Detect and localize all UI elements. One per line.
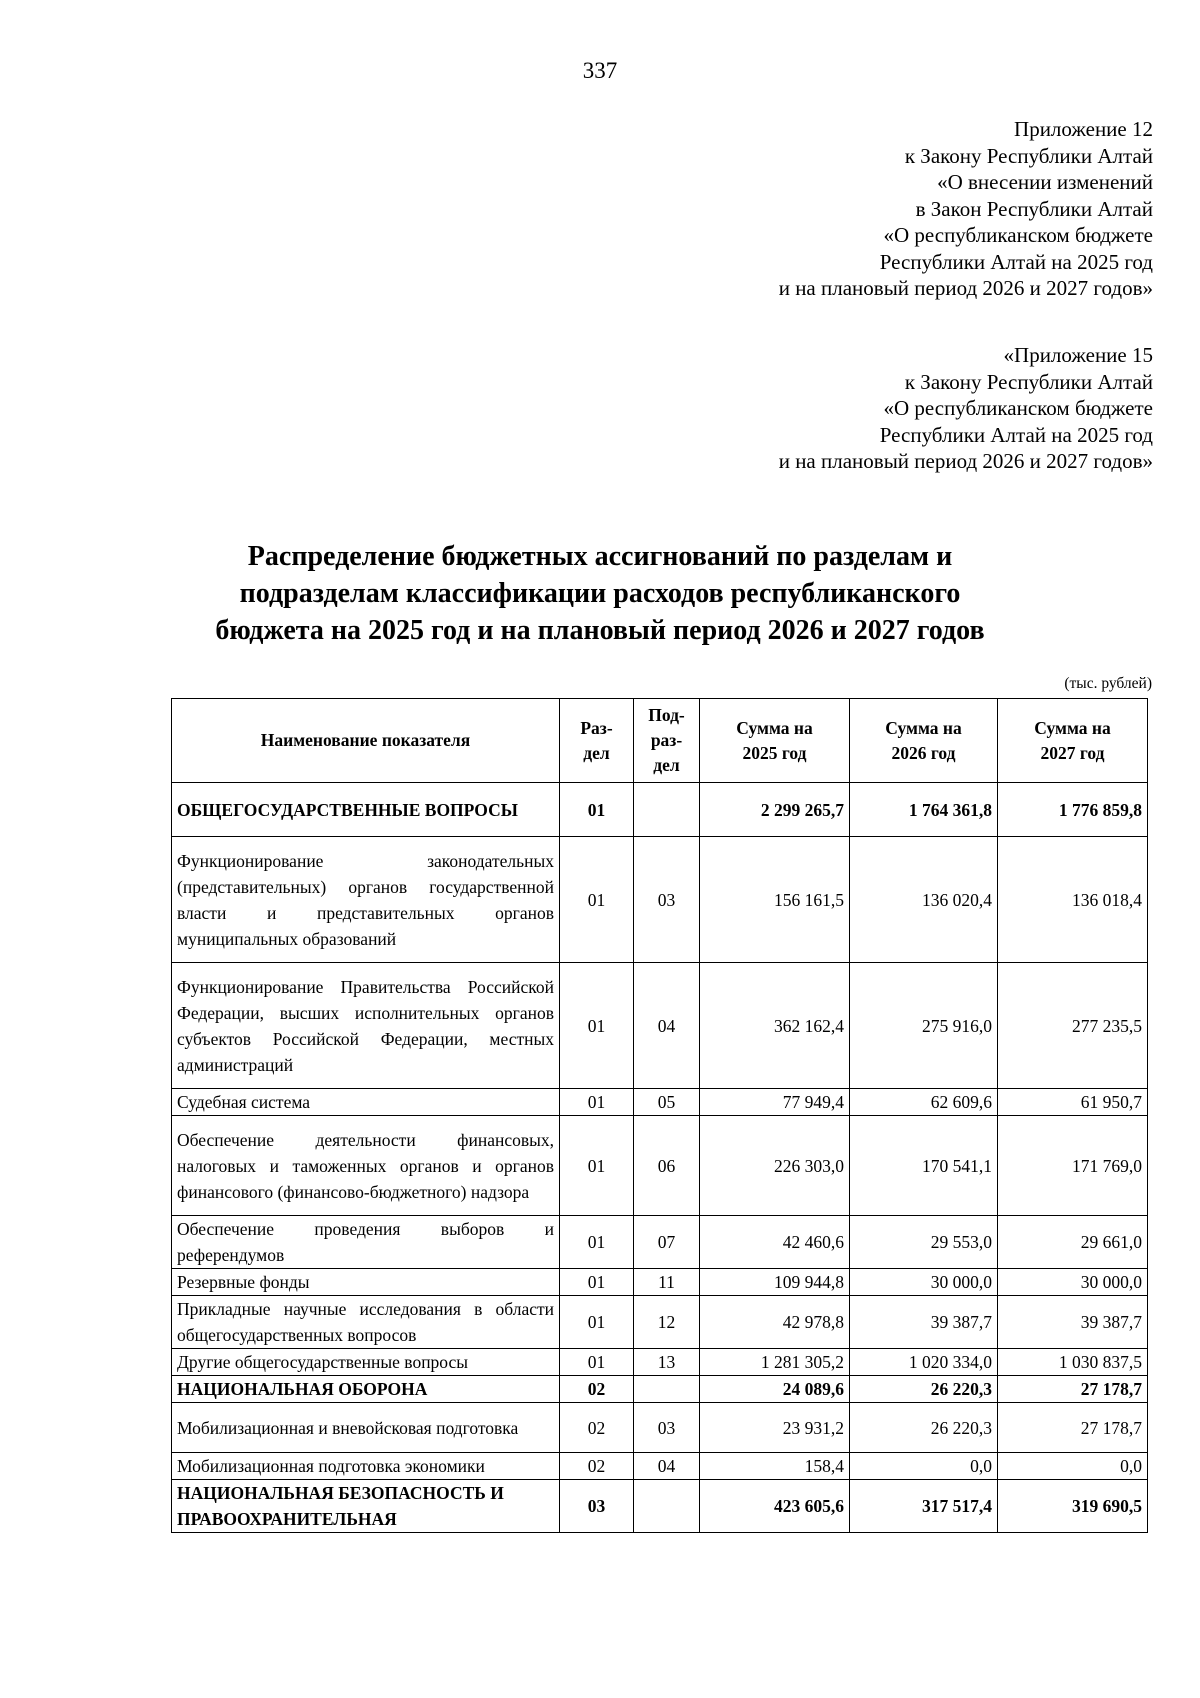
cell-2025: 77 949,4 xyxy=(700,1089,850,1116)
cell-section: 01 xyxy=(560,837,634,963)
cell-2027: 29 661,0 xyxy=(998,1216,1148,1269)
cell-2027: 27 178,7 xyxy=(998,1403,1148,1453)
cell-name: Другие общегосударственные вопросы xyxy=(172,1349,560,1376)
cell-subsection: 04 xyxy=(634,963,700,1089)
header-2026: Сумма на 2026 год xyxy=(850,699,998,783)
appendix-15-line: «О республиканском бюджете xyxy=(883,396,1153,420)
cell-name: Функционирование законодательных (представительных) органов государственной власти и представительных органов муниципальных образований xyxy=(172,837,560,963)
table-section-row xyxy=(172,1376,1148,1403)
table-section-row xyxy=(172,1480,1148,1533)
table-row xyxy=(172,1216,1148,1269)
cell-name: Резервные фонды xyxy=(172,1269,560,1296)
document-title-line: подразделам классификации расходов республиканского xyxy=(239,578,961,609)
cell-2026: 39 387,7 xyxy=(850,1296,998,1349)
unit-note: (тыс. рублей) xyxy=(1064,675,1152,692)
cell-subsection: 05 xyxy=(634,1089,700,1116)
appendix-12-line: «О республиканском бюджете xyxy=(883,223,1153,247)
appendix-15-header xyxy=(779,342,1153,475)
appendix-15-line: и на плановый период 2026 и 2027 годов» xyxy=(778,449,1153,473)
document-title xyxy=(0,538,1200,649)
table-body xyxy=(172,783,1148,1533)
cell-section: 01 xyxy=(560,1296,634,1349)
cell-2026: 62 609,6 xyxy=(850,1089,998,1116)
cell-name: НАЦИОНАЛЬНАЯ ОБОРОНА xyxy=(172,1376,560,1403)
cell-2026: 136 020,4 xyxy=(850,837,998,963)
page-number: 337 xyxy=(582,58,618,83)
cell-subsection: 06 xyxy=(634,1116,700,1216)
header-section: Раз- дел xyxy=(560,699,634,783)
cell-2026: 30 000,0 xyxy=(850,1269,998,1296)
cell-2027: 61 950,7 xyxy=(998,1089,1148,1116)
cell-2027: 27 178,7 xyxy=(998,1376,1148,1403)
table-row xyxy=(172,1089,1148,1116)
table-header-row xyxy=(172,699,1148,783)
cell-name: НАЦИОНАЛЬНАЯ БЕЗОПАСНОСТЬ И ПРАВООХРАНИТЕЛЬНАЯ xyxy=(172,1480,560,1533)
cell-name: Обеспечение проведения выборов и референдумов xyxy=(172,1216,560,1269)
table-row xyxy=(172,1453,1148,1480)
table-row xyxy=(172,1269,1148,1296)
cell-2027: 1 030 837,5 xyxy=(998,1349,1148,1376)
cell-2027: 277 235,5 xyxy=(998,963,1148,1089)
cell-section: 03 xyxy=(560,1480,634,1533)
cell-section: 01 xyxy=(560,1116,634,1216)
cell-2027: 136 018,4 xyxy=(998,837,1148,963)
cell-subsection: 03 xyxy=(634,837,700,963)
cell-section: 01 xyxy=(560,1269,634,1296)
cell-2025: 1 281 305,2 xyxy=(700,1349,850,1376)
cell-2025: 362 162,4 xyxy=(700,963,850,1089)
cell-subsection: 12 xyxy=(634,1296,700,1349)
cell-name: Обеспечение деятельности финансовых, налоговых и таможенных органов и органов финансового (финансово-бюджетного) надзора xyxy=(172,1116,560,1216)
cell-name: Мобилизационная и вневойсковая подготовка xyxy=(172,1403,560,1453)
cell-2025: 23 931,2 xyxy=(700,1403,850,1453)
cell-subsection xyxy=(634,1376,700,1403)
cell-2025: 423 605,6 xyxy=(700,1480,850,1533)
appendix-12-line: к Закону Республики Алтай xyxy=(904,143,1153,168)
appendix-12-line: «О внесении изменений xyxy=(937,170,1153,194)
document-title-line: Распределение бюджетных ассигнований по разделам и xyxy=(247,541,953,572)
table-row xyxy=(172,1116,1148,1216)
cell-2026: 26 220,3 xyxy=(850,1376,998,1403)
cell-2026: 275 916,0 xyxy=(850,963,998,1089)
cell-2025: 226 303,0 xyxy=(700,1116,850,1216)
cell-2027: 0,0 xyxy=(998,1453,1148,1480)
cell-subsection: 04 xyxy=(634,1453,700,1480)
cell-2026: 26 220,3 xyxy=(850,1403,998,1453)
cell-name: Функционирование Правительства Российской Федерации, высших исполнительных органов субъектов Российской Федерации, местных администраций xyxy=(172,963,560,1089)
cell-section: 01 xyxy=(560,1349,634,1376)
table-row xyxy=(172,963,1148,1089)
cell-section: 02 xyxy=(560,1403,634,1453)
document-title-line: бюджета на 2025 год и на плановый период 2026 и 2027 годов xyxy=(215,615,985,646)
cell-2026: 317 517,4 xyxy=(850,1480,998,1533)
cell-2025: 24 089,6 xyxy=(700,1376,850,1403)
cell-2027: 30 000,0 xyxy=(998,1269,1148,1296)
cell-2027: 171 769,0 xyxy=(998,1116,1148,1216)
cell-2026: 170 541,1 xyxy=(850,1116,998,1216)
cell-2025: 42 978,8 xyxy=(700,1296,850,1349)
cell-subsection: 13 xyxy=(634,1349,700,1376)
cell-subsection xyxy=(634,1480,700,1533)
table-section-row xyxy=(172,783,1148,837)
table-row xyxy=(172,837,1148,963)
cell-2025: 156 161,5 xyxy=(700,837,850,963)
table-row xyxy=(172,1349,1148,1376)
cell-2025: 109 944,8 xyxy=(700,1269,850,1296)
appendix-15-line: к Закону Республики Алтай xyxy=(904,369,1153,394)
cell-2026: 1 764 361,8 xyxy=(850,783,998,837)
appendix-15-line: Республики Алтай на 2025 год xyxy=(879,422,1153,447)
cell-2026: 29 553,0 xyxy=(850,1216,998,1269)
appendix-12-line: и на плановый период 2026 и 2027 годов» xyxy=(778,276,1153,300)
cell-section: 01 xyxy=(560,783,634,837)
cell-subsection: 03 xyxy=(634,1403,700,1453)
cell-section: 01 xyxy=(560,963,634,1089)
cell-2027: 319 690,5 xyxy=(998,1480,1148,1533)
cell-name: Судебная система xyxy=(172,1089,560,1116)
cell-section: 01 xyxy=(560,1089,634,1116)
appendix-12-line: Республики Алтай на 2025 год xyxy=(879,249,1153,274)
cell-name: Прикладные научные исследования в области общегосударственных вопросов xyxy=(172,1296,560,1349)
cell-2026: 0,0 xyxy=(850,1453,998,1480)
cell-name: ОБЩЕГОСУДАРСТВЕННЫЕ ВОПРОСЫ xyxy=(172,783,560,837)
cell-section: 01 xyxy=(560,1216,634,1269)
cell-2026: 1 020 334,0 xyxy=(850,1349,998,1376)
table-row xyxy=(172,1296,1148,1349)
appendix-15-line: «Приложение 15 xyxy=(1003,343,1153,367)
budget-table xyxy=(171,698,1148,1533)
appendix-12-line: Приложение 12 xyxy=(1014,117,1153,141)
cell-2025: 2 299 265,7 xyxy=(700,783,850,837)
cell-subsection: 11 xyxy=(634,1269,700,1296)
cell-subsection: 07 xyxy=(634,1216,700,1269)
cell-2025: 42 460,6 xyxy=(700,1216,850,1269)
cell-section: 02 xyxy=(560,1453,634,1480)
header-subsection: Под- раз- дел xyxy=(634,699,700,783)
cell-section: 02 xyxy=(560,1376,634,1403)
header-name: Наименование показателя xyxy=(172,699,560,783)
cell-subsection xyxy=(634,783,700,837)
header-2025: Сумма на 2025 год xyxy=(700,699,850,783)
appendix-12-line: в Закон Республики Алтай xyxy=(915,196,1153,221)
cell-2025: 158,4 xyxy=(700,1453,850,1480)
cell-2027: 1 776 859,8 xyxy=(998,783,1148,837)
appendix-12-header xyxy=(779,116,1153,302)
table-row xyxy=(172,1403,1148,1453)
cell-2027: 39 387,7 xyxy=(998,1296,1148,1349)
cell-name: Мобилизационная подготовка экономики xyxy=(172,1453,560,1480)
header-2027: Сумма на 2027 год xyxy=(998,699,1148,783)
